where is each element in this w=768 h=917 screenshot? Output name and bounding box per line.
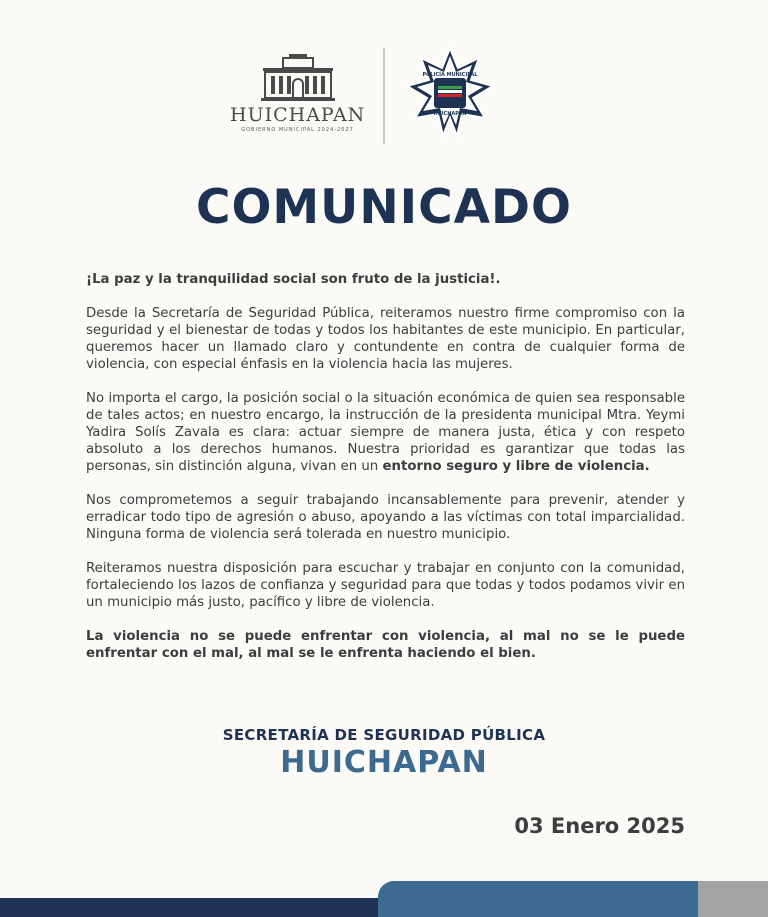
paragraph-4: Reiteramos nuestra disposición para escuchar y trabajar en conjunto con la comunidad, fortaleciendo los lazos de confianza y seguridad para que todas y todos podamos vivir en un municipio más justo, pacífico y libre de violencia. xyxy=(86,561,685,610)
paragraph-2-text: No importa el cargo, la posición social o la situación económica de quien sea responsable de tales actos; en nuestro encargo, la instrucción de la presidenta municipal Mtra. Yeymi Yadira Solís Zavala es clara: actuar siempre de manera justa, ética y con respeto absoluto a los derechos humanos. Nuestra prioridad es garantizar que todas las personas, sin distinción alguna, vivan en un xyxy=(86,391,685,474)
page-title: COMUNICADO xyxy=(195,180,573,235)
footer-bar-gray xyxy=(698,881,768,917)
government-line: GOBIERNO MUNICIPAL 2024-2027 xyxy=(241,127,354,133)
header-divider xyxy=(383,48,385,144)
statement-body xyxy=(86,271,685,679)
badge-top-text: POLICÍA MUNICIPAL xyxy=(422,72,478,78)
municipality-name: HUICHAPAN xyxy=(230,104,366,126)
paragraph-2 xyxy=(86,390,685,475)
signature-department: SECRETARÍA DE SEGURIDAD PÚBLICA xyxy=(222,726,546,744)
header xyxy=(0,46,768,146)
paragraph-3: Nos comprometemos a seguir trabajando incansablemente para prevenir, atender y erradicar todo tipo de agresión o abuso, apoyando a las víctimas con total imparcialidad. Ninguna forma de violencia será tolerada en nuestro municipio. xyxy=(86,493,685,542)
police-badge-icon xyxy=(405,46,495,138)
paragraph-2-emphasis: entorno seguro y libre de violencia. xyxy=(382,459,650,474)
municipal-logo xyxy=(230,54,365,144)
signature-municipality: HUICHAPAN xyxy=(280,745,488,780)
footer-bar-blue xyxy=(378,881,700,917)
statement-heading: ¡La paz y la tranquilidad social son fruto de la justicia!. xyxy=(86,272,501,287)
badge-bottom-text: HUICHAPAN xyxy=(433,111,467,117)
statement-date: 03 Enero 2025 xyxy=(514,814,685,838)
building-icon xyxy=(261,54,335,102)
footer-bar-navy xyxy=(0,898,400,917)
closing-statement: La violencia no se puede enfrentar con violencia, al mal no se le puede enfrentar con el mal, al mal se le enfrenta haciendo el bien. xyxy=(86,629,685,661)
paragraph-1: Desde la Secretaría de Seguridad Pública, reiteramos nuestro firme compromiso con la seguridad y el bienestar de todas y todos los habitantes de este municipio. En particular, queremos hacer un llamado claro y contundente en contra de cualquier forma de violencia, con especial énfasis en la violencia hacia las mujeres. xyxy=(86,306,685,372)
